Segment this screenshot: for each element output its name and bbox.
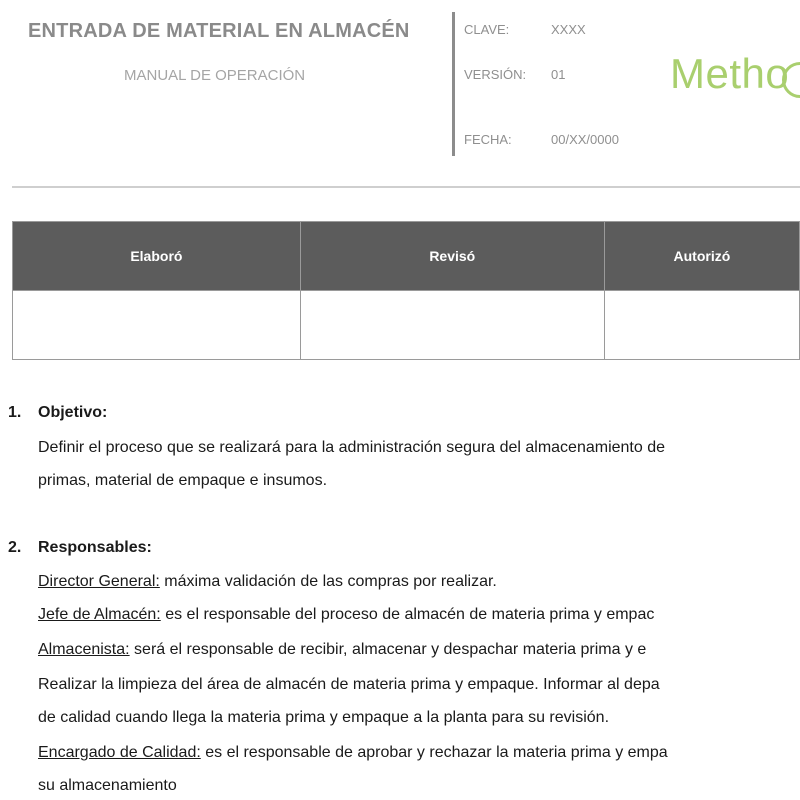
section-title-objetivo: Objetivo: xyxy=(38,404,108,421)
column-header-elaboro: Elaboró xyxy=(13,222,301,291)
role-description: máxima validación de las compras por realizar. xyxy=(159,573,497,590)
clave-label: CLAVE: xyxy=(464,22,510,37)
company-logo: Metho xyxy=(670,50,790,97)
role-description: será el responsable de recibir, almacenar y despachar materia prima y e xyxy=(129,641,647,658)
continuation-line: Realizar la limpieza del área de almacén de materia prima y empaque. Informar al depa xyxy=(38,676,660,693)
signature-cell-elaboro xyxy=(13,291,301,360)
responsable-item xyxy=(38,573,497,591)
role-encargado-calidad: Encargado de Calidad: xyxy=(38,744,201,761)
version-label: VERSIÓN: xyxy=(464,67,527,82)
document-subtitle: MANUAL DE OPERACIÓN xyxy=(124,67,306,84)
section-title-responsables: Responsables: xyxy=(38,539,152,556)
continuation-line: de calidad cuando llega la materia prima y empaque a la planta para su revisión. xyxy=(38,709,610,726)
fecha-value: 00/XX/0000 xyxy=(551,132,619,147)
signature-row xyxy=(13,291,800,360)
role-description: es el responsable de aprobar y rechazar la materia prima y empa xyxy=(200,744,668,761)
version-value: 01 xyxy=(551,67,566,82)
signature-cell-autorizo xyxy=(604,291,799,360)
clave-value: XXXX xyxy=(551,22,586,37)
header-rule xyxy=(12,186,800,188)
signature-header-row xyxy=(13,222,800,291)
responsable-item xyxy=(38,744,668,762)
role-jefe-almacen: Jefe de Almacén: xyxy=(38,606,161,623)
header-divider xyxy=(452,12,455,156)
role-almacenista: Almacenista: xyxy=(38,641,130,658)
section-number-responsables: 2. xyxy=(8,539,22,556)
document-title: ENTRADA DE MATERIAL EN ALMACÉN xyxy=(28,20,410,42)
responsable-item xyxy=(38,641,646,659)
signature-table xyxy=(12,221,800,360)
objetivo-line: Definir el proceso que se realizará para la administración segura del almacenamiento de xyxy=(38,439,666,456)
objetivo-line: primas, material de empaque e insumos. xyxy=(38,472,328,489)
responsable-item xyxy=(38,606,654,624)
role-director-general: Director General: xyxy=(38,573,160,590)
column-header-autorizo: Autorizó xyxy=(604,222,799,291)
role-description: es el responsable del proceso de almacén de materia prima y empac xyxy=(160,606,655,623)
fecha-label: FECHA: xyxy=(464,132,512,147)
column-header-reviso: Revisó xyxy=(300,222,604,291)
continuation-line: su almacenamiento xyxy=(38,777,177,794)
signature-cell-reviso xyxy=(300,291,604,360)
section-number-objetivo: 1. xyxy=(8,404,22,421)
